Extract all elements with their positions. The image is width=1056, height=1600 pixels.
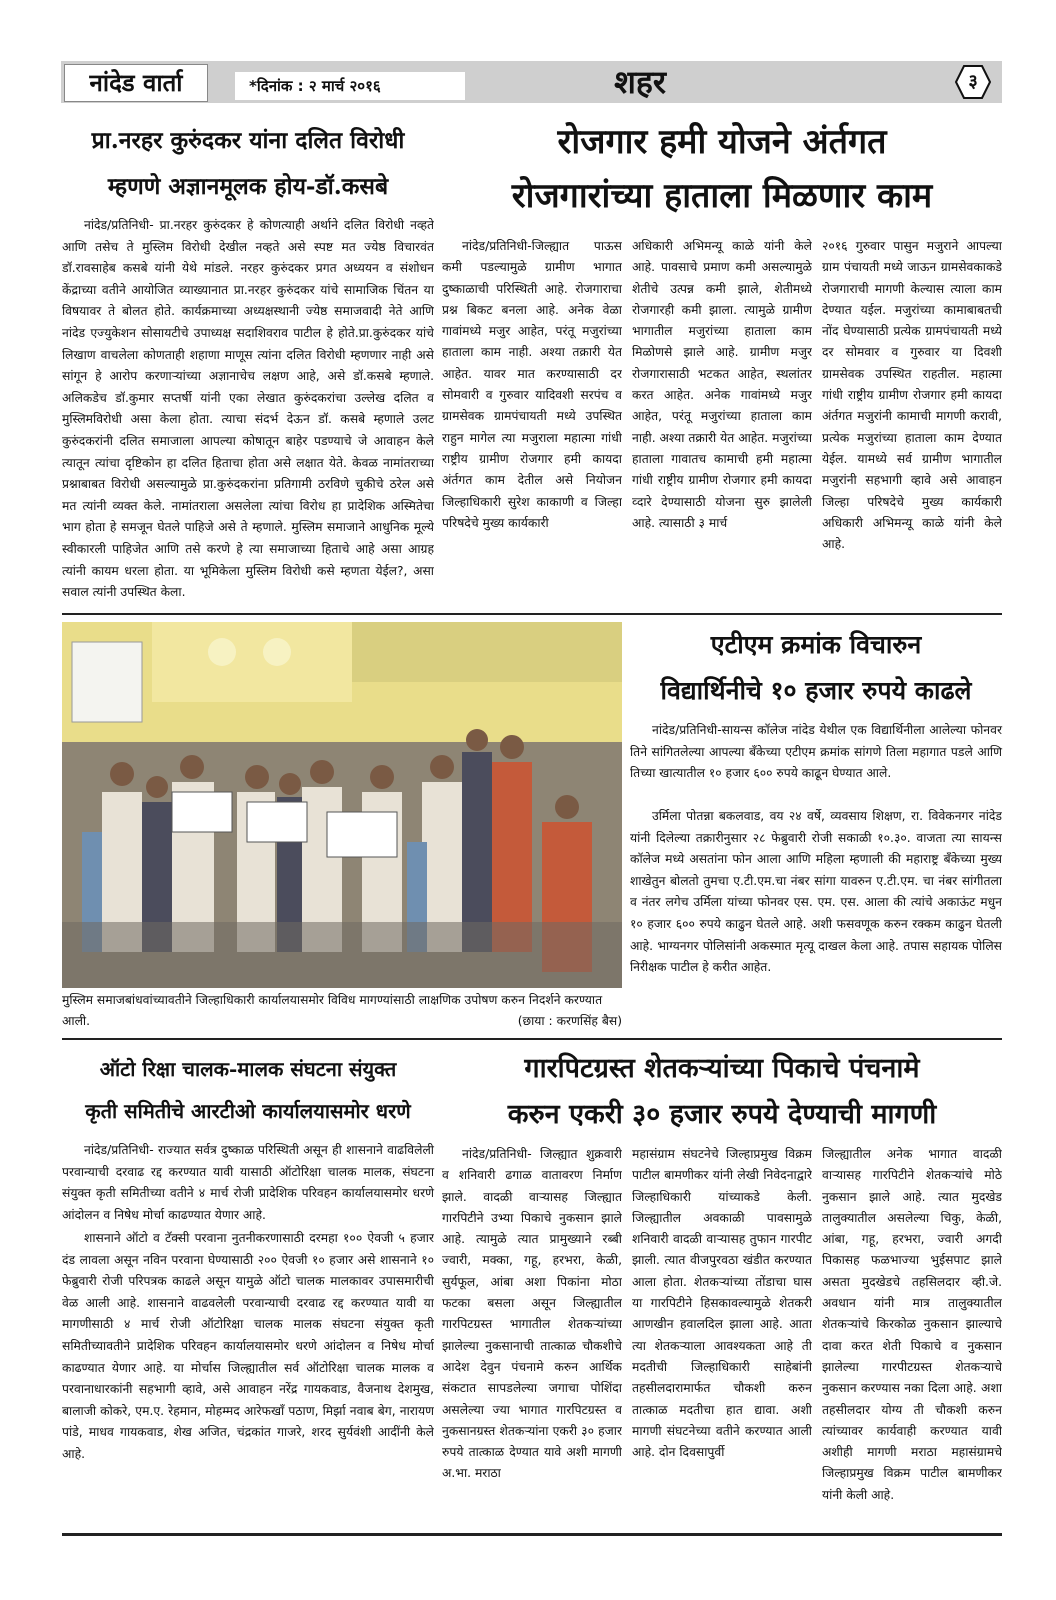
photo-caption: मुस्लिम समाजबांधवांच्यावतीने जिल्हाधिकारी कार्यालयासमोर विविध मागण्यांसाठी लाक्षणिक उपोषण करुन निदर्शने करण्यात आली. xyxy=(62,993,603,1028)
auto-headline-line1: ऑटो रिक्षा चालक-मालक संघटना संयुक्त xyxy=(99,1057,397,1081)
garpit-column-1: नांदेड/प्रतिनिधी- जिल्ह्यात शुक्रवारी व शनिवारी ढगाळ वातावरण निर्माण झाले. वादळी वाऱ्यासह जिल्ह्यात गारपिटीने उभ्या पिकाचे नुकसान झाले आहे. त्यामुळे त्यात प्रामुख्याने रब्बी ज्वारी, मक्का, गहू, हरभरा, केळी, सुर्यफूल, आंबा अशा पिकांना मोठा फटका बसला असून जिल्ह्यातील गारपिटग्रस्त भागातील शेतकऱ्यांच्या झालेल्या नुकसानाची तात्काळ चौकशीचे आदेश देवुन पंचनामे करुन आर्थिक संकटात सापडलेल्या जगाचा पोशिंदा असलेल्या ज्या भागात गारपिटग्रस्त व नुकसानग्रस्त शेतकऱ्यांना एकरी ३० हजार रुपये तात्काळ देण्यात यावे अशी मागणी अ.भा. मराठा xyxy=(442,1147,622,1481)
issue-date: *दिनांक : २ मार्च २०१६ xyxy=(235,72,465,100)
garpit-headline xyxy=(442,1046,1002,1138)
auto-paragraph-1: नांदेड/प्रतिनिधी- राज्यात सर्वत्र दुष्काळ परिस्थिती असून ही शासनाने वाढविलेली परवान्याची दरवाढ रद्द करण्यात यावी यासाठी ऑटोरिक्षा चालक मालक, संघटना संयुक्त कृती समितीच्या वतीने ४ मार्च रोजी प्रादेशिक परिवहन कार्यालयासमोर धरणे आंदोलन व निषेध मोर्चा काढण्यात येणार आहे. xyxy=(62,1143,434,1222)
atm-paragraph-2: उर्मिला पोतन्ना बकलवाड, वय २४ वर्षे, व्यवसाय शिक्षण, रा. विवेकनगर नांदेड यांनी दिलेल्या तक्रारीनुसार २८ फेब्रुवारी रोजी सकाळी १०.३०. वाजता त्या सायन्स कॉलेज मध्ये असतांना फोन आला आणि महिला म्हणाली की महाराष्ट्र बँकेच्या मुख्य शाखेतुन बोलतो तुमचा ए.टी.एम.चा नंबर सांगा यावरुन ए.टी.एम. चा नंबर सांगीतला व नंतर लगेच उर्मिला यांच्या फोनवर एस. एम. एस. आला की त्यांचे अकाऊंट मधुन १० हजार ६०० रुपये काढुन घेतले आहे. अशी फसवणूक करुन रक्कम काढुन घेतली आहे. भाग्यनगर पोलिसांनी अकस्मात मृत्यू दाखल केला आहे. तपास सहायक पोलिस निरीक्षक पाटील हे करीत आहेत. xyxy=(630,809,1002,975)
auto-headline-line2: कृती समितीचे आरटीओ कार्यालयासमोर धरणे xyxy=(85,1099,411,1123)
auto-headline xyxy=(62,1048,434,1132)
rojgar-column-1: नांदेड/प्रतिनिधी-जिल्ह्यात पाऊस कमी पडल्यामुळे ग्रामीण भागात दुष्काळाची परिस्थिती आहे. रोजगाराचा प्रश्न बिकट बनला आहे. अनेक वेळा गावांमध्ये मजुर आहेत, परंतू मजुरांच्या हाताला काम नाही. अश्या तक्रारी येत आहेत. यावर मात करण्यासाठी दर सोमवारी व गुरुवार यादिवशी सरपंच व ग्रामसेवक ग्रामपंचायती मध्ये उपस्थित राहुन मागेल त्या मजुराला महात्मा गांधी राष्ट्रीय ग्रामीण रोजगार हमी कायदा अंर्तगत काम देतील असे नियोजन जिल्हाधिकारी सुरेश काकाणी व जिल्हा परिषदेचे मुख्य कार्यकारी xyxy=(442,239,622,530)
protest-photo xyxy=(62,622,622,988)
divider-bottom xyxy=(62,1533,1002,1536)
rojgar-headline-line2: रोजगारांच्या हाताला मिळणार काम xyxy=(511,176,933,216)
kurundkar-headline-line1: प्रा.नरहर कुरुंदकर यांना दलित विरोधी xyxy=(91,127,405,154)
rojgar-headline xyxy=(442,115,1002,223)
kurundkar-headline-line2: म्हणणे अज्ञानमूलक होय-डॉ.कसबे xyxy=(107,173,389,200)
divider-upper xyxy=(62,613,1002,615)
garpit-column-3: जिल्ह्यातील अनेक भागात वादळी वाऱ्यासह गारपिटीने शेतकऱ्यांचे मोठे नुकसान झाले आहे. त्यात मुदखेड तालुक्यातील असलेल्या चिकु, केळी, आंबा, गहू, हरभरा, ज्वारी अगदी पिकासह फळभाज्या भुईसपाट झाले असता मुदखेडचे तहसिलदार व्ही.जे. अवधान यांनी मात्र तालुक्यातील शेतकऱ्यांचे किरकोळ नुकसान झाल्याचे दावा करत शेती पिकाचे व नुकसान झालेल्या गारपीटग्रस्त शेतकऱ्याचे नुकसान करण्यास नका दिला आहे. अशा तहसीलदार योग्य ती चौकशी करुन त्यांच्यावर कार्यवाही करण्यात यावी अशीही मागणी मराठा महासंग्रामचे जिल्हाप्रमुख विक्रम पाटील बामणीकर यांनी केली आहे. xyxy=(822,1147,1002,1502)
rojgar-headline-line1: रोजगार हमी योजने अंर्तगत xyxy=(557,122,887,162)
rojgar-column-2: अधिकारी अभिमन्यू काळे यांनी केले आहे. पावसाचे प्रमाण कमी असल्यामुळे शेतीचे उत्पन्न कमी झाले, शेतीमध्ये रोजगारही कमी झाला. त्यामुळे ग्रामीण भागातील मजुरांच्या हाताला काम मिळोणसे झाले आहे. ग्रामीण मजुर रोजगारासाठी भटकत आहेत, स्थलांतर करत आहेत. अनेक गावांमध्ये मजुर आहेत, परंतू मजुरांच्या हाताला काम नाही. अश्या तक्रारी येत आहेत. मजुरांच्या हाताला गावातच कामाची हमी महात्मा गांधी राष्ट्रीय ग्रामीण रोजगार हमी कायदा व्दारे देण्यासाठी योजना सुरु झालेली आहे. त्यासाठी ३ मार्च xyxy=(632,239,812,530)
page-number xyxy=(955,64,991,100)
photo-caption-block xyxy=(62,990,622,1032)
kurundkar-headline xyxy=(62,118,434,210)
garpit-column-2: महासंग्राम संघटनेचे जिल्हाप्रमुख विक्रम पाटील बामणीकर यांनी लेखी निवेदनाद्वारे जिल्हाधिकारी यांच्याकडे केली. जिल्ह्यातील अवकाळी पावसामुळे शनिवारी वादळी वाऱ्यासह तुफान गारपीट झाली. त्यात वीजपुरवठा खंडीत करण्यात आला होता. शेतकऱ्यांच्या तोंडाचा घास या गारपिटीने हिसकावल्यामुळे शेतकरी आणखीन हवालदिल झाला आहे. आता त्या शेतकऱ्याला आवश्यकता आहे ती मदतीची जिल्हाधिकारी साहेबांनी तहसीलदारामार्फत चौकशी करुन तात्काळ मदतीचा हात द्यावा. अशी मागणी संघटनेच्या वतीने करण्यात आली आहे. दोन दिवसापुर्वी xyxy=(632,1147,812,1460)
garpit-headline-line2: करुन एकरी ३० हजार रुपये देण्याची मागणी xyxy=(507,1099,937,1130)
atm-headline xyxy=(630,622,1002,714)
section-title: शहर xyxy=(614,63,666,101)
garpit-headline-line1: गारपिटग्रस्त शेतकऱ्यांच्या पिकाचे पंचनामे xyxy=(524,1053,920,1084)
atm-headline-line2: विद्यार्थिनीचे १० हजार रुपये काढले xyxy=(660,676,972,705)
page-number-label: ३ xyxy=(968,71,978,92)
masthead: नांदेड वार्ता xyxy=(64,64,208,102)
atm-headline-line1: एटीएम क्रमांक विचारुन xyxy=(710,630,922,659)
kurundkar-body: नांदेड/प्रतिनिधी- प्रा.नरहर कुरुंदकर हे कोणत्याही अर्थाने दलित विरोधी नव्हते आणि तसेच ते मुस्लिम विरोधी देखील नव्हते असे स्पष्ट मत ज्येष्ठ विचारवंत डॉ.रावसाहेब कसबे यांनी येथे मांडले. नरहर कुरुंदकर प्रगत अध्ययन व संशोधन केंद्राच्या वतीने आयोजित व्याख्यानात प्रा.नरहर कुरुंदकर यांचे सामाजिक चिंतन या विषयावर ते बोलत होते. कार्यक्रमाच्या अध्यक्षस्थानी ज्येष्ठ समाजवादी नेते आणि नांदेड एज्युकेशन सोसायटीचे उपाध्यक्ष सदाशिवराव पाटील हे होते.प्रा.कुरुंदकर यांचे लिखाण वाचलेला कोणताही शहाणा माणूस त्यांना दलित विरोधी म्हणणार नाही असे सांगून हे आरोप करणाऱ्यांच्या अज्ञानाचेच लक्षण आहे, असे डॉ.कसबे म्हणाले. अलिकडेच डॉ.कुमार सप्तर्षी यांनी एका लेखात कुरुंदकरांचा उल्लेख दलित व मुस्लिमविरोधी असा केला होता. त्याचा संदर्भ देऊन डॉ. कसबे म्हणाले उलट कुरुंदकरांनी दलित समाजाला आपल्या कोषातून बाहेर पडण्याचे जे आवाहन केले त्यातून त्यांचा दृष्टिकोन हा दलित हिताचा होता असे लक्षात येते. केवळ नामांतराच्या प्रश्नाबाबत विरोधी असल्यामुळे प्रा.कुरुंदकरांना प्रतिगामी ठरविणे चुकीचे ठरेल असे मत त्यांनी व्यक्त केले. नामांतराला असलेला त्यांचा विरोध हा प्रादेशिक अस्मितेचा भाग होता हे समजून घेतले पाहिजे असे ते म्हणाले. मुस्लिम समाजाने आधुनिक मूल्ये स्वीकारली पाहिजेत आणि तसे करणे हे त्या समाजाच्या हिताचे आहे असा आग्रह त्यांनी कायम धरला होता. या भूमिकेला मुस्लिम विरोधी कसे म्हणता येईल?, असा सवाल त्यांनी उपस्थित केला. xyxy=(62,218,434,600)
auto-paragraph-2: शासनाने ऑटो व टॅक्सी परवाना नुतनीकरणासाठी दरमहा १०० ऐवजी ५ हजार दंड लावला असून नविन परवाना घेण्यासाठी २०० ऐवजी १० हजार असे शासनाने १० फेब्रुवारी रोजी परिपत्रक काढले असून यामुळे ऑटो चालक मालकावर उपासमारीची वेळ आली आहे. शासनाने वाढवलेली परवान्याची दरवाढ रद्द करण्यात यावी या मागणीसाठी ४ मार्च रोजी ऑटोरिक्षा चालक मालक संघटना संयुक्त कृती समितीच्यावतीने प्रादेशिक परिवहन कार्यालयासमोर धरणे आंदोलन व निषेध मोर्चा काढण्यात येणार आहे. या मोर्चास जिल्ह्यातील सर्व ऑटोरिक्षा चालक मालक व परवानाधारकांनी सहभागी व्हावे, असे आवाहन नरेंद्र गायकवाड, वैजनाथ देशमुख, बालाजी कोकरे, एम.ए. रेहमान, मोहम्मद आरेफखाँ पठाण, मिर्झा नवाब बेग, नारायण पांडे, माधव गायकवाड, शेख अजित, चंद्रकांत गाजरे, शरद सुर्यवंशी आदींनी केले आहे. xyxy=(62,1231,434,1461)
photo-credit: (छाया : करणसिंह बैस) xyxy=(517,1014,622,1028)
divider-lower xyxy=(62,1038,1002,1040)
atm-paragraph-1: नांदेड/प्रतिनिधी-सायन्स कॉलेज नांदेड येथील एक विद्यार्थिनीला आलेल्या फोनवर तिने सांगितलेल्या आपल्या बँकेच्या एटीएम क्रमांक सांगणे तिला महागात पडले आणि तिच्या खात्यातील १० हजार ६०० रुपये काढून घेण्यात आले. xyxy=(630,723,1002,781)
rojgar-column-3: २०१६ गुरुवार पासुन मजुराने आपल्या ग्राम पंचायती मध्ये जाऊन ग्रामसेवकाकडे रोजगाराची मागणी केल्यास त्याला काम देण्यात यईल. मजुरांच्या कामाबाबतची नोंद घेण्यासाठी प्रत्येक ग्रामपंचायती मध्ये दर सोमवार व गुरुवार या दिवशी ग्रामसेवक उपस्थित राहतील. महात्मा गांधी राष्ट्रीय ग्रामीण रोजगार हमी कायदा अंर्तगत मजुरांनी कामाची मागणी करावी, प्रत्येक मजुरांच्या हाताला काम देण्यात येईल. यामध्ये सर्व ग्रामीण भागातील मजुरांनी सहभागी व्हावे असे आवाहन जिल्हा परिषदेचे मुख्य कार्यकारी अधिकारी अभिमन्यू काळे यांनी केले आहे. xyxy=(822,239,1002,552)
